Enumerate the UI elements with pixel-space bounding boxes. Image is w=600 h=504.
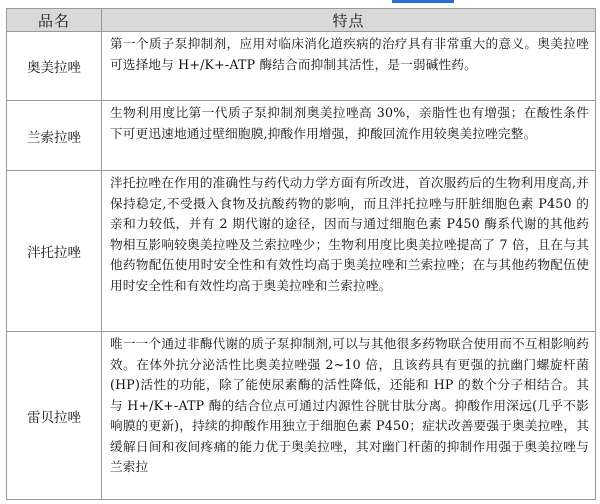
drug-feature: 第一个质子泵抑制剂，应用对临床消化道疾病的治疗具有非常重大的意义。奥美拉唑可选择地与 H+/K+-ATP 酶结合而抑制其活性，是一弱碱性药。: [102, 32, 596, 101]
table-row: [7, 171, 596, 332]
header-name: 品名: [7, 9, 102, 32]
drug-feature: 生物利用度比第一代质子泵抑制剂奥美拉唑高 30%，亲脂性也有增强；在酸性条件下可更迅速地通过壁细胞膜,抑酸作用增强，抑酸回流作用较奥美拉唑完整。: [102, 101, 596, 171]
header-feature: 特点: [102, 9, 596, 32]
drug-name: 泮托拉唑: [7, 171, 102, 332]
table-row: [7, 32, 596, 101]
top-accent: [0, 0, 600, 6]
drug-name: 奥美拉唑: [7, 32, 102, 101]
drug-comparison-table: [6, 8, 596, 500]
table-row: [7, 332, 596, 500]
table-row: [7, 101, 596, 171]
table-header-row: [7, 9, 596, 32]
drug-feature: 泮托拉唑在作用的准确性与药代动力学方面有所改进，首次服药后的生物利用度高,并保持稳定,不受摄入食物及抗酸药物的影响，而且泮托拉唑与肝脏细胞色素 P450 的亲和力较低，并有 2 期代谢的途径，因而与通过细胞色素 P450 酶系代谢的其他药物相互影响较奥美拉唑及兰索拉唑少；生物利用度比奥美拉唑提高了 7 倍，且在与其他药物配伍使用时安全性和有效性均高于奥美拉唑和兰索拉唑；在与其他药物配伍使用时安全性和有效性均高于奥美拉唑和兰索拉唑。: [102, 171, 596, 332]
drug-feature: 唯一一个通过非酶代谢的质子泵抑制剂,可以与其他很多药物联合使用而不互相影响药效。在体外抗分泌活性比奥美拉唑强 2~10 倍，且该药具有更强的抗幽门螺旋杆菌(HP)活性的功能，除了能使尿素酶的活性降低，还能和 HP 的数个分子相结合。其与 H+/K+-ATP 酶的结合位点可通过内源性谷胱甘肽分离。抑酸作用深远(几乎不影响膜的更新)，持续的抑酸作用独立于细胞色素 P450；症状改善要强于奥美拉唑，其缓解日间和夜间疼痛的能力优于奥美拉唑，其对幽门杆菌的抑制作用强于奥美拉唑与兰索拉: [102, 332, 596, 500]
drug-name: 雷贝拉唑: [7, 332, 102, 500]
drug-name: 兰索拉唑: [7, 101, 102, 171]
